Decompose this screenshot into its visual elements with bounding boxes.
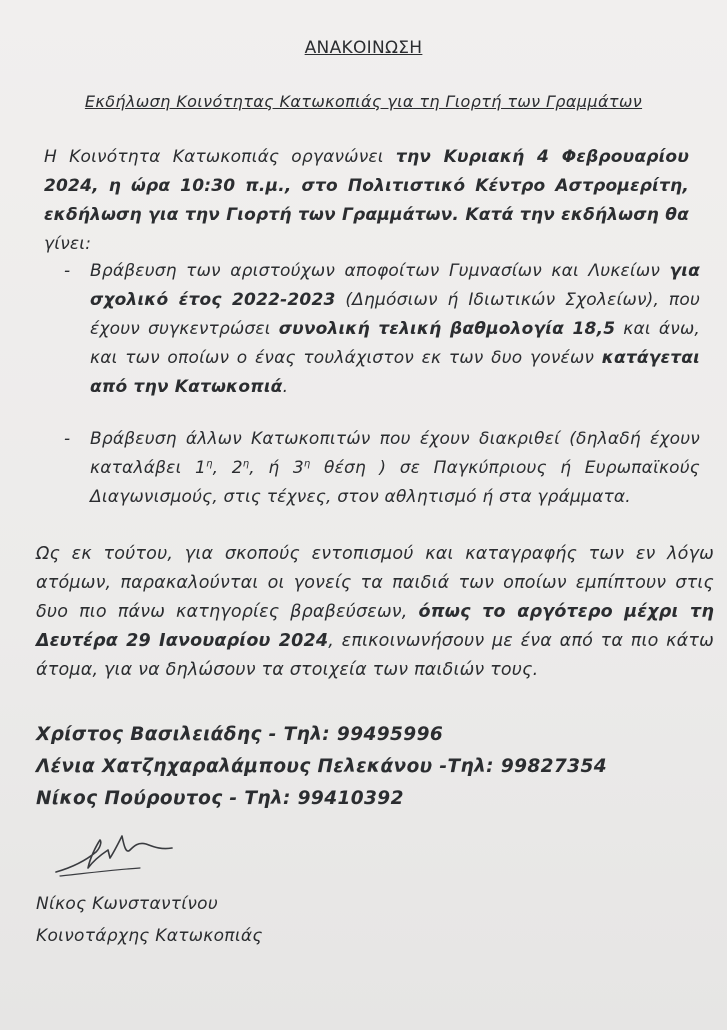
item1-text-1: Βράβευση των αριστούχων αποφοίτων Γυμνασίων και Λυκείων <box>90 261 670 281</box>
item1-text-3: (Δημόσιων ή Ιδιωτικών Σχολείων), που έχουν συγκεντρώσει <box>90 290 700 339</box>
page-title: ΑΝΑΚΟΙΝΩΣΗ <box>304 38 423 58</box>
closing-text-bold: όπως το αργότερο μέχρι τη Δευτέρα 29 Ιανουαρίου 2024 <box>36 602 714 651</box>
bullet-marker: - <box>64 261 71 281</box>
intro-text-1: Η Κοινότητα Κατωκοπιάς οργανώνει <box>44 147 396 167</box>
page-subtitle: Εκδήλωση Κοινότητας Κατωκοπιάς για τη Γιορτή των Γραμμάτων <box>84 92 643 111</box>
contact-line: Νίκος Πούρουτος - Τηλ: 99410392 <box>36 788 404 809</box>
list-item <box>90 425 700 512</box>
item2-sup-2: η <box>242 458 250 470</box>
closing-paragraph <box>36 540 714 685</box>
item1-text-bold-1: για σχολικό έτος 2022-2023 <box>90 261 700 310</box>
intro-text-bold: την Κυριακή 4 Φεβρουαρίου 2024, η ώρα 10:30 π.μ., στο Πολιτιστικό Κέντρο Αστρομερίτη, εκδήλωση για την Γιορτή των Γραμμάτων. Κατά την εκδήλωση θα <box>44 147 689 225</box>
contact-line: Λένια Χατζηχαραλάμπους Πελεκάνου -Τηλ: 99827354 <box>36 756 607 777</box>
closing-text-1: Ως εκ τούτου, για σκοπούς εντοπισμού και καταγραφής των εν λόγω ατόμων, παρακαλούνται οι γονείς τα παιδιά των οποίων εμπίπτουν στις δυο πιο πάνω κατηγορίες βραβεύσεων, <box>36 544 714 622</box>
item2-sup-1: η <box>206 458 213 470</box>
item1-text-5: και άνω, και των οποίων ο ένας τουλάχιστον εκ των δυο γονέων <box>90 319 700 368</box>
item1-text-bold-3: κατάγεται από την Κατωκοπιά <box>90 348 700 397</box>
bullet-marker: - <box>64 429 71 449</box>
contact-line: Χρίστος Βασιλειάδης - Τηλ: 99495996 <box>36 724 444 745</box>
signer-role: Κοινοτάρχης Κατωκοπιάς <box>36 926 263 946</box>
intro-paragraph <box>44 143 689 259</box>
item1-text-bold-2: συνολική τελική βαθμολογία 18,5 <box>278 319 616 339</box>
item2-text-4: θέση ) σε Παγκύπριους ή Ευρωπαϊκούς Διαγωνισμούς, στις τέχνες, στον αθλητισμό ή στα γράμματα. <box>90 458 700 507</box>
signature-image <box>50 824 180 884</box>
list-item <box>90 257 700 402</box>
closing-text-3: , επικοινωνήσουν με ένα από τα πιο κάτω άτομα, για να δηλώσουν τα στοιχεία των παιδιών τους. <box>36 631 714 680</box>
item2-sup-3: η <box>303 458 311 470</box>
intro-text-3: γίνει: <box>44 234 92 254</box>
item1-text-7: . <box>282 377 289 397</box>
item2-text-2: , 2 <box>212 458 243 478</box>
item2-text-1: Βράβευση άλλων Κατωκοπιτών που έχουν διακριθεί (δηλαδή έχουν καταλάβει 1 <box>90 429 700 478</box>
signer-name: Νίκος Κωνσταντίνου <box>36 894 218 914</box>
item2-text-3: , ή 3 <box>249 458 304 478</box>
